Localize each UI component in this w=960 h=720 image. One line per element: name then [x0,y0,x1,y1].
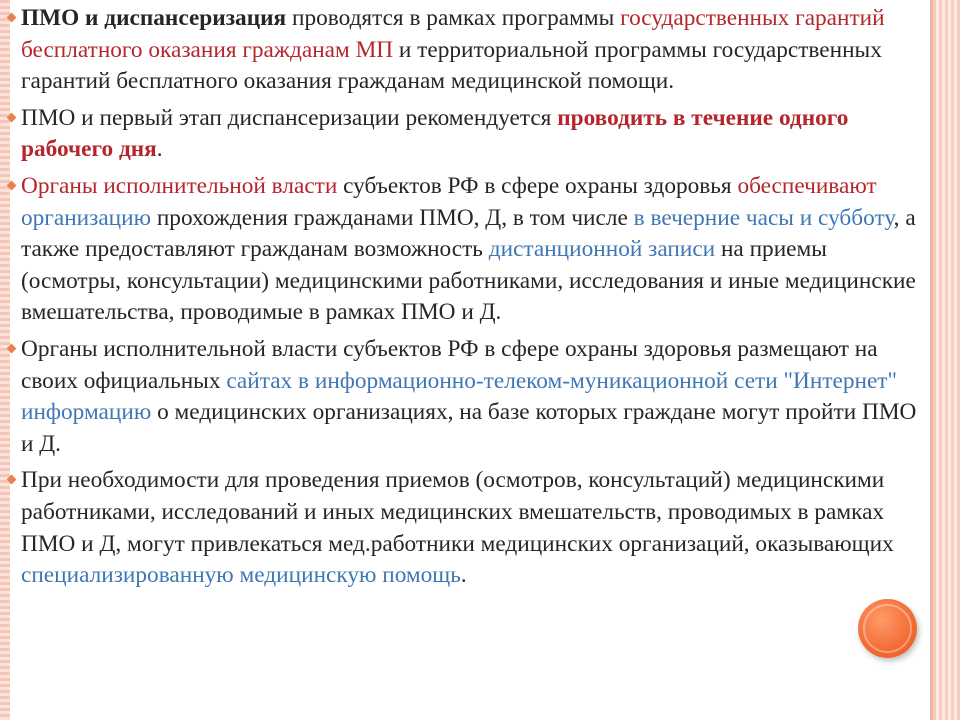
bullet-item [8,171,928,329]
bullet-text [21,173,916,325]
highlight-red: государственных гарантий бесплатного оказания гражданам МП [21,5,885,63]
text-run: субъектов РФ в сфере охраны здоровья [337,172,738,199]
bullet-marker-icon [7,475,17,485]
bullet-marker-icon [7,181,17,191]
text-run: на приемы (осмотры, консультации) медицинскими работниками, исследования и иные медицинские вмешательства, проводимые в рамках ПМО и Д. [21,236,916,326]
text-run: проводятся в рамках программы [286,5,621,31]
bullet-item [8,103,928,166]
orange-circle-icon [858,599,917,658]
bullet-marker-icon [7,13,17,23]
text-run: ПМО и первый этап диспансеризации рекомендуется [21,104,558,131]
bullet-text [21,467,894,588]
text-run: При необходимости для проведения приемов (осмотров, консультаций) медицинскими работниками, исследований и иных медицинских вмешательств, проводимых в рамках ПМО и Д, могут привлекаться мед.работники медицинских организаций, оказывающих [21,467,894,557]
bullet-item [8,3,928,98]
bullet-text [21,336,916,457]
text-run: . [156,136,163,163]
bullet-item [8,334,928,460]
text-run: . [460,562,467,589]
highlight-blue: дистанционной записи [488,236,716,263]
right-decorative-stripe [933,0,960,720]
bullet-text [21,5,885,94]
text-run: прохождения гражданами ПМО, Д, в том числе [151,204,634,231]
highlight-blue: специализированную медицинскую помощь [21,562,461,589]
highlight-blue: сайтах в информационно-телеком-муникационной сети "Интернет" информацию [21,367,897,426]
text-run: о медицинских организациях, на базе которых граждане могут пройти ПМО и Д. [21,399,917,457]
highlight-red: обеспечивают [737,172,877,199]
slide-body [8,3,928,597]
bullet-marker-icon [7,112,17,122]
bullet-item [8,465,928,591]
bullet-text [21,105,848,163]
highlight-red-bold: проводить в течение одного рабочего дня [21,104,849,163]
highlight-red: Органы исполнительной власти [21,172,338,199]
text-run: и территориальной программы государственных гарантий бесплатного оказания гражданам медицинской помощи. [21,36,882,95]
bullet-marker-icon [7,343,17,353]
text-run: Органы исполнительной власти субъектов РФ в сфере охраны здоровья размещают на своих официальных [21,335,878,394]
text-run: , а также предоставляют гражданам возможность [21,204,916,263]
bold-phrase: ПМО и диспансеризация [21,5,287,31]
highlight-blue: в вечерние часы и субботу [633,204,894,231]
highlight-blue: организацию [21,204,152,231]
